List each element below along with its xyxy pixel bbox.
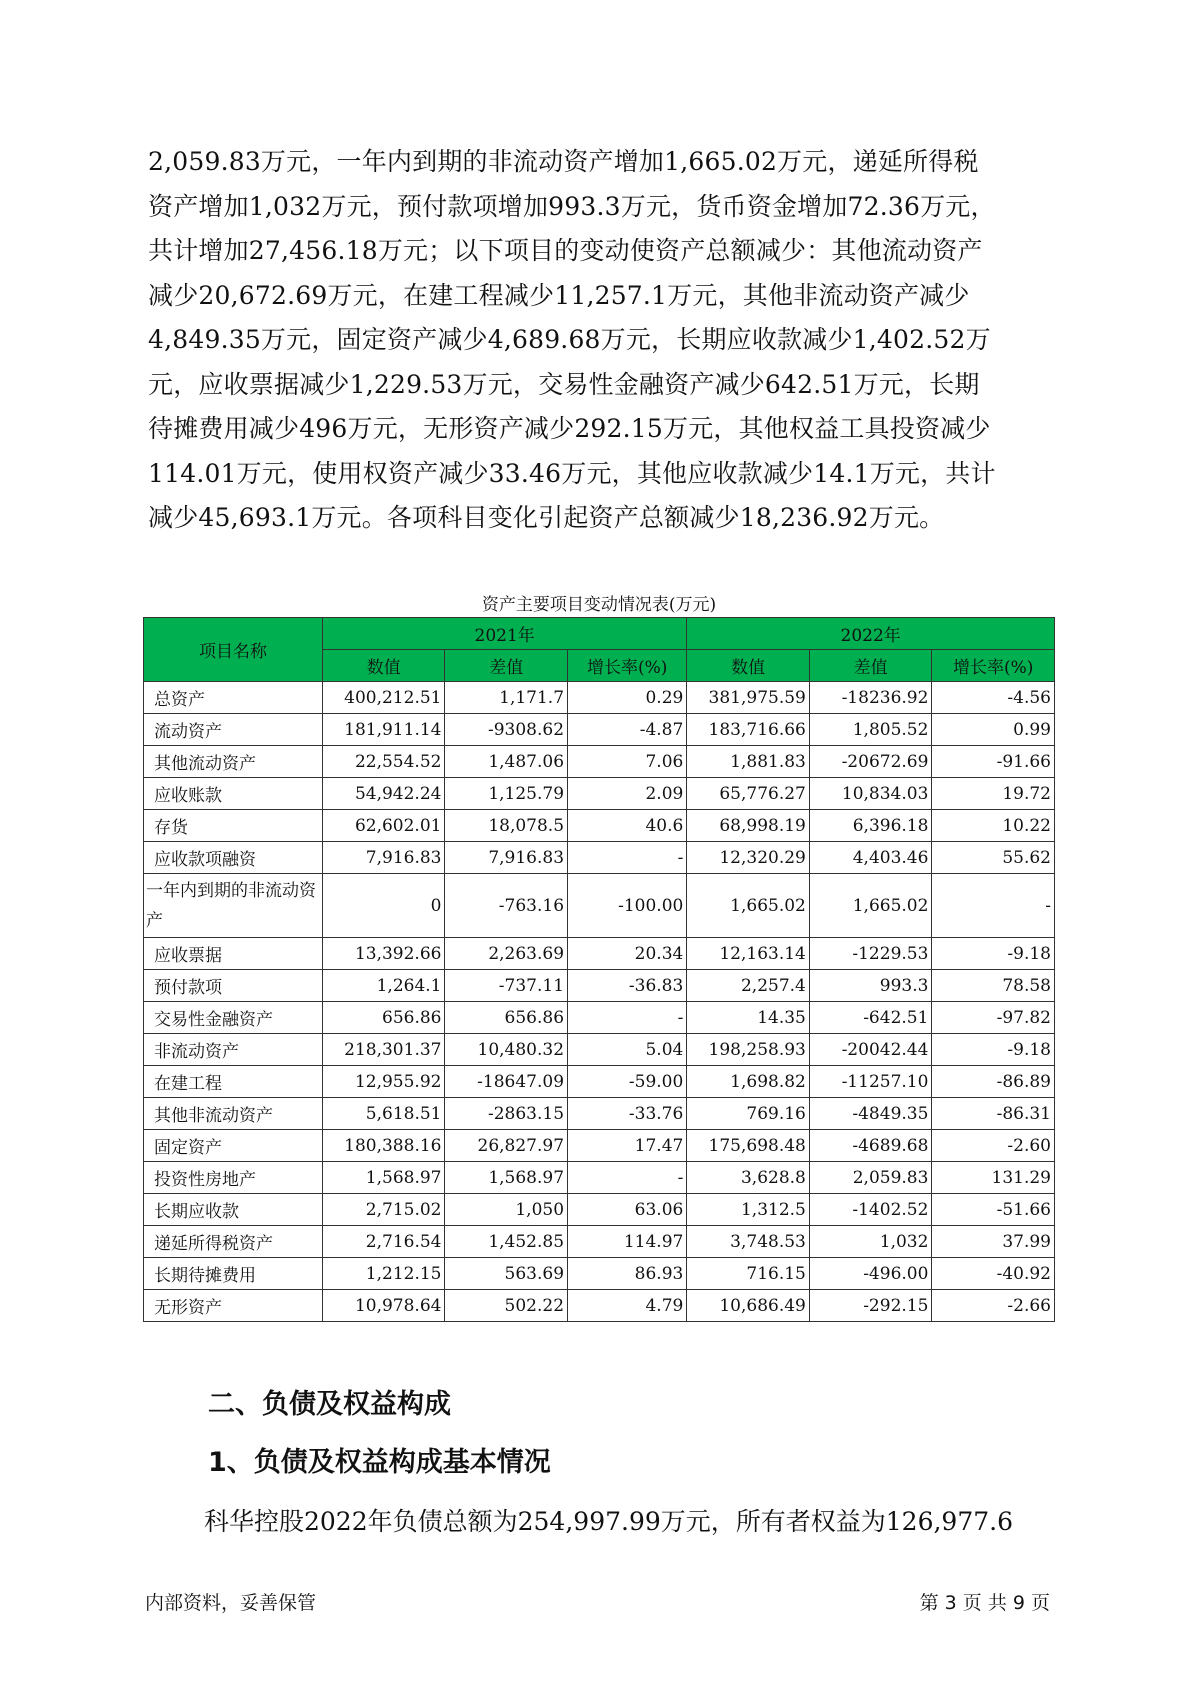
table-cell: 63.06 bbox=[568, 1194, 687, 1226]
row-item-name: 应收票据 bbox=[144, 938, 323, 970]
table-cell: -292.15 bbox=[809, 1290, 932, 1322]
table-cell: -33.76 bbox=[568, 1098, 687, 1130]
table-cell: -4849.35 bbox=[809, 1098, 932, 1130]
table-cell: 218,301.37 bbox=[322, 1034, 445, 1066]
body-paragraph bbox=[148, 140, 1058, 541]
table-cell: 12,955.92 bbox=[322, 1066, 445, 1098]
table-cell: 54,942.24 bbox=[322, 778, 445, 810]
subheader-diff-2022: 差值 bbox=[809, 650, 932, 682]
table-cell: -86.31 bbox=[932, 1098, 1055, 1130]
table-cell: 22,554.52 bbox=[322, 746, 445, 778]
table-row bbox=[144, 714, 1055, 746]
table-cell: 656.86 bbox=[445, 1002, 568, 1034]
row-item-name: 非流动资产 bbox=[144, 1034, 323, 1066]
table-cell: 381,975.59 bbox=[687, 682, 810, 714]
table-cell: 1,805.52 bbox=[809, 714, 932, 746]
table-cell: 78.58 bbox=[932, 970, 1055, 1002]
table-row bbox=[144, 1034, 1055, 1066]
table-cell: -51.66 bbox=[932, 1194, 1055, 1226]
table-cell: 2,715.02 bbox=[322, 1194, 445, 1226]
table-row bbox=[144, 1066, 1055, 1098]
section-heading: 二、负债及权益构成 bbox=[208, 1389, 451, 1420]
table-cell: 7,916.83 bbox=[322, 842, 445, 874]
table-cell: 55.62 bbox=[932, 842, 1055, 874]
row-item-name: 交易性金融资产 bbox=[144, 1002, 323, 1034]
table-cell: 1,264.1 bbox=[322, 970, 445, 1002]
table-cell: 198,258.93 bbox=[687, 1034, 810, 1066]
table-cell: 26,827.97 bbox=[445, 1130, 568, 1162]
table-cell: 1,568.97 bbox=[445, 1162, 568, 1194]
asset-change-table bbox=[143, 617, 1055, 1322]
table-cell: 62,602.01 bbox=[322, 810, 445, 842]
table-cell: -97.82 bbox=[932, 1002, 1055, 1034]
table-cell: 0.29 bbox=[568, 682, 687, 714]
table-cell: 2,263.69 bbox=[445, 938, 568, 970]
table-cell: 12,163.14 bbox=[687, 938, 810, 970]
table-cell: 2,257.4 bbox=[687, 970, 810, 1002]
table-row bbox=[144, 970, 1055, 1002]
paragraph-line: 资产增加1,032万元，预付款项增加993.3万元，货币资金增加72.36万元， bbox=[148, 191, 996, 221]
table-cell: -40.92 bbox=[932, 1258, 1055, 1290]
table-cell: 3,628.8 bbox=[687, 1162, 810, 1194]
table-cell: 10,834.03 bbox=[809, 778, 932, 810]
header-item-name: 项目名称 bbox=[144, 618, 323, 682]
table-cell: -20672.69 bbox=[809, 746, 932, 778]
table-cell: -737.11 bbox=[445, 970, 568, 1002]
table-cell: -642.51 bbox=[809, 1002, 932, 1034]
footer-confidential: 内部资料，妥善保管 bbox=[145, 1592, 317, 1614]
table-row bbox=[144, 682, 1055, 714]
table-cell: 10,480.32 bbox=[445, 1034, 568, 1066]
paragraph-line: 元，应收票据减少1,229.53万元，交易性金融资产减少642.51万元，长期 bbox=[148, 369, 980, 399]
row-item-name: 无形资产 bbox=[144, 1290, 323, 1322]
table-cell: 1,698.82 bbox=[687, 1066, 810, 1098]
paragraph-line: 减少20,672.69万元，在建工程减少11,257.1万元，其他非流动资产减少 bbox=[148, 280, 970, 310]
table-cell: 1,665.02 bbox=[809, 874, 932, 938]
subheader-growth-2021: 增长率(%) bbox=[568, 650, 687, 682]
table-cell: 2.09 bbox=[568, 778, 687, 810]
table-cell: -36.83 bbox=[568, 970, 687, 1002]
table-cell: -59.00 bbox=[568, 1066, 687, 1098]
table-row bbox=[144, 842, 1055, 874]
paragraph-line: 114.01万元，使用权资产减少33.46万元，其他应收款减少14.1万元，共计 bbox=[148, 458, 996, 488]
table-cell: 1,050 bbox=[445, 1194, 568, 1226]
table-cell: -1229.53 bbox=[809, 938, 932, 970]
table-cell: 0 bbox=[322, 874, 445, 938]
paragraph-line: 待摊费用减少496万元，无形资产减少292.15万元，其他权益工具投资减少 bbox=[148, 414, 991, 443]
row-item-name: 其他非流动资产 bbox=[144, 1098, 323, 1130]
row-item-name: 投资性房地产 bbox=[144, 1162, 323, 1194]
table-caption: 资产主要项目变动情况表(万元) bbox=[481, 595, 717, 615]
table-cell: 180,388.16 bbox=[322, 1130, 445, 1162]
subsection-heading: 1、负债及权益构成基本情况 bbox=[208, 1447, 551, 1478]
table-row bbox=[144, 1098, 1055, 1130]
paragraph-line: 2,059.83万元，一年内到期的非流动资产增加1,665.02万元，递延所得税 bbox=[148, 147, 979, 176]
table-cell: 5,618.51 bbox=[322, 1098, 445, 1130]
row-item-name: 长期待摊费用 bbox=[144, 1258, 323, 1290]
table-cell: 4,403.46 bbox=[809, 842, 932, 874]
table-cell: -2.60 bbox=[932, 1130, 1055, 1162]
table-cell: 563.69 bbox=[445, 1258, 568, 1290]
table-cell: -18236.92 bbox=[809, 682, 932, 714]
table-cell: -20042.44 bbox=[809, 1034, 932, 1066]
table-cell: 14.35 bbox=[687, 1002, 810, 1034]
subheader-growth-2022: 增长率(%) bbox=[932, 650, 1055, 682]
table-cell: -2863.15 bbox=[445, 1098, 568, 1130]
table-cell: -18647.09 bbox=[445, 1066, 568, 1098]
row-item-name: 存货 bbox=[144, 810, 323, 842]
table-cell: 68,998.19 bbox=[687, 810, 810, 842]
table-cell: 769.16 bbox=[687, 1098, 810, 1130]
subheader-value-2022: 数值 bbox=[687, 650, 810, 682]
table-row bbox=[144, 1002, 1055, 1034]
table-cell: -4.87 bbox=[568, 714, 687, 746]
table-cell: 656.86 bbox=[322, 1002, 445, 1034]
subheader-diff-2021: 差值 bbox=[445, 650, 568, 682]
table-cell: 1,171.7 bbox=[445, 682, 568, 714]
table-cell: 400,212.51 bbox=[322, 682, 445, 714]
table-cell: -4689.68 bbox=[809, 1130, 932, 1162]
table-cell: 5.04 bbox=[568, 1034, 687, 1066]
table-cell: -9.18 bbox=[932, 938, 1055, 970]
table-cell: 65,776.27 bbox=[687, 778, 810, 810]
row-item-name: 在建工程 bbox=[144, 1066, 323, 1098]
table-cell: 4.79 bbox=[568, 1290, 687, 1322]
table-cell: -496.00 bbox=[809, 1258, 932, 1290]
table-cell: 1,487.06 bbox=[445, 746, 568, 778]
table-cell: 502.22 bbox=[445, 1290, 568, 1322]
table-cell: 7.06 bbox=[568, 746, 687, 778]
table-row bbox=[144, 938, 1055, 970]
paragraph-line: 共计增加27,456.18万元；以下项目的变动使资产总额减少：其他流动资产 bbox=[148, 236, 983, 265]
table-row bbox=[144, 1226, 1055, 1258]
table-cell: 1,568.97 bbox=[322, 1162, 445, 1194]
table-row bbox=[144, 1290, 1055, 1322]
table-cell: 10,978.64 bbox=[322, 1290, 445, 1322]
table-cell: 1,032 bbox=[809, 1226, 932, 1258]
row-item-name: 一年内到期的非流动资产 bbox=[144, 874, 323, 938]
row-item-name: 流动资产 bbox=[144, 714, 323, 746]
table-cell: 6,396.18 bbox=[809, 810, 932, 842]
row-item-name: 长期应收款 bbox=[144, 1194, 323, 1226]
table-cell: 1,665.02 bbox=[687, 874, 810, 938]
header-year-2022: 2022年 bbox=[687, 618, 1055, 650]
table-cell: -11257.10 bbox=[809, 1066, 932, 1098]
table-row bbox=[144, 1162, 1055, 1194]
table-row bbox=[144, 1258, 1055, 1290]
table-cell: 86.93 bbox=[568, 1258, 687, 1290]
table-row bbox=[144, 1194, 1055, 1226]
table-cell: 1,452.85 bbox=[445, 1226, 568, 1258]
table-cell: 2,716.54 bbox=[322, 1226, 445, 1258]
table-cell: 716.15 bbox=[687, 1258, 810, 1290]
row-item-name: 应收账款 bbox=[144, 778, 323, 810]
table-cell: 2,059.83 bbox=[809, 1162, 932, 1194]
row-item-name: 固定资产 bbox=[144, 1130, 323, 1162]
table-cell: 3,748.53 bbox=[687, 1226, 810, 1258]
table-cell: 114.97 bbox=[568, 1226, 687, 1258]
table-cell: - bbox=[568, 842, 687, 874]
table-cell: - bbox=[568, 1162, 687, 1194]
paragraph-line: 减少45,693.1万元。各项科目变化引起资产总额减少18,236.92万元。 bbox=[148, 503, 945, 532]
table-cell: 1,312.5 bbox=[687, 1194, 810, 1226]
table-cell: 37.99 bbox=[932, 1226, 1055, 1258]
row-item-name: 应收款项融资 bbox=[144, 842, 323, 874]
table-cell: 13,392.66 bbox=[322, 938, 445, 970]
table-cell: 18,078.5 bbox=[445, 810, 568, 842]
table-cell: 183,716.66 bbox=[687, 714, 810, 746]
table-cell: 131.29 bbox=[932, 1162, 1055, 1194]
table-cell: -763.16 bbox=[445, 874, 568, 938]
paragraph-line: 4,849.35万元，固定资产减少4,689.68万元，长期应收款减少1,402.52万 bbox=[148, 325, 991, 354]
table-cell: 0.99 bbox=[932, 714, 1055, 746]
subheader-value-2021: 数值 bbox=[322, 650, 445, 682]
table-cell: 7,916.83 bbox=[445, 842, 568, 874]
table-cell: -91.66 bbox=[932, 746, 1055, 778]
table-cell: -1402.52 bbox=[809, 1194, 932, 1226]
header-year-2021: 2021年 bbox=[322, 618, 686, 650]
body-text-line: 科华控股2022年负债总额为254,997.99万元，所有者权益为126,977.6 bbox=[204, 1507, 1013, 1536]
table-cell: -9.18 bbox=[932, 1034, 1055, 1066]
table-row bbox=[144, 746, 1055, 778]
row-item-name: 其他流动资产 bbox=[144, 746, 323, 778]
table-cell: 10.22 bbox=[932, 810, 1055, 842]
table-cell: 993.3 bbox=[809, 970, 932, 1002]
table-cell: 1,125.79 bbox=[445, 778, 568, 810]
table-row bbox=[144, 874, 1055, 938]
table-cell: - bbox=[932, 874, 1055, 938]
row-item-name: 总资产 bbox=[144, 682, 323, 714]
table-cell: -86.89 bbox=[932, 1066, 1055, 1098]
row-item-name: 预付款项 bbox=[144, 970, 323, 1002]
table-cell: -100.00 bbox=[568, 874, 687, 938]
table-cell: -2.66 bbox=[932, 1290, 1055, 1322]
table-cell: 175,698.48 bbox=[687, 1130, 810, 1162]
table-row bbox=[144, 1130, 1055, 1162]
footer-page-number: 第 3 页 共 9 页 bbox=[919, 1592, 1050, 1614]
table-cell: 20.34 bbox=[568, 938, 687, 970]
table-row bbox=[144, 778, 1055, 810]
table-cell: 181,911.14 bbox=[322, 714, 445, 746]
table-cell: 17.47 bbox=[568, 1130, 687, 1162]
table-cell: 40.6 bbox=[568, 810, 687, 842]
table-cell: 10,686.49 bbox=[687, 1290, 810, 1322]
row-item-name: 递延所得税资产 bbox=[144, 1226, 323, 1258]
table-cell: -4.56 bbox=[932, 682, 1055, 714]
table-cell: 1,881.83 bbox=[687, 746, 810, 778]
table-cell: 1,212.15 bbox=[322, 1258, 445, 1290]
table-cell: 19.72 bbox=[932, 778, 1055, 810]
table-cell: - bbox=[568, 1002, 687, 1034]
table-cell: -9308.62 bbox=[445, 714, 568, 746]
table-row bbox=[144, 810, 1055, 842]
table-cell: 12,320.29 bbox=[687, 842, 810, 874]
